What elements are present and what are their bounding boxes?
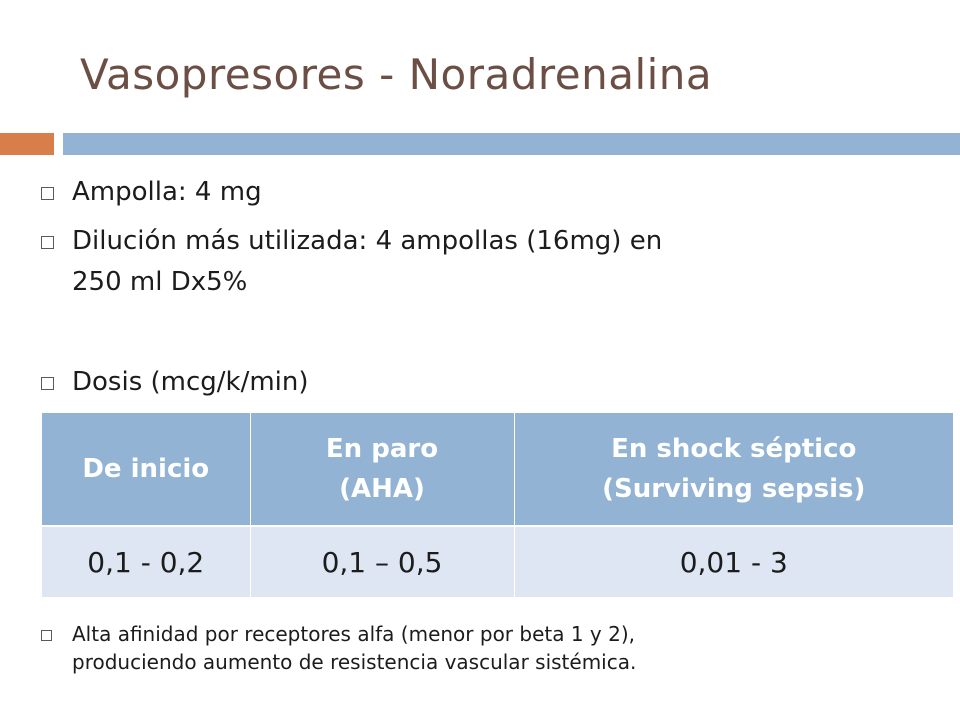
- table-cell-shock-septico: 0,01 - 3: [514, 526, 953, 597]
- dose-table: [42, 413, 953, 597]
- table-row: [42, 526, 953, 597]
- bullet-text-dosis: Dosis (mcg/k/min): [72, 367, 309, 397]
- bullet-square-icon: [41, 377, 54, 390]
- header-de-inicio: De inicio: [82, 454, 210, 484]
- slide-title: Vasopresores - Noradrenalina: [80, 50, 713, 99]
- header-shock-septico-sub: (Surviving sepsis): [602, 474, 866, 504]
- table-header-row: [42, 413, 953, 526]
- header-en-paro: En paro: [325, 434, 439, 464]
- bullet-text-afinidad-line1: Alta afinidad por receptores alfa (menor por beta 1 y 2),: [72, 622, 635, 646]
- table-cell-de-inicio: 0,1 - 0,2: [42, 526, 250, 597]
- bullet-square-icon: [41, 187, 54, 200]
- bullet-square-icon: [41, 236, 54, 249]
- accent-bar: [0, 133, 54, 155]
- bullet-text-dilucion-line1: Dilución más utilizada: 4 ampollas (16mg) en: [72, 226, 663, 256]
- table-header-cell: [514, 413, 953, 526]
- bullet-square-icon: [41, 630, 52, 641]
- bullet-text-ampolla: Ampolla: 4 mg: [72, 177, 262, 207]
- table-header-cell: [42, 413, 250, 526]
- bullet-text-afinidad-line2: produciendo aumento de resistencia vascular sistémica.: [72, 650, 637, 674]
- title-underline-bar: [63, 133, 960, 155]
- header-shock-septico: En shock séptico: [611, 434, 857, 464]
- bullet-text-dilucion-line2: 250 ml Dx5%: [72, 267, 248, 297]
- table-cell-en-paro: 0,1 – 0,5: [250, 526, 514, 597]
- table-header-cell: [250, 413, 514, 526]
- header-en-paro-sub: (AHA): [339, 474, 425, 504]
